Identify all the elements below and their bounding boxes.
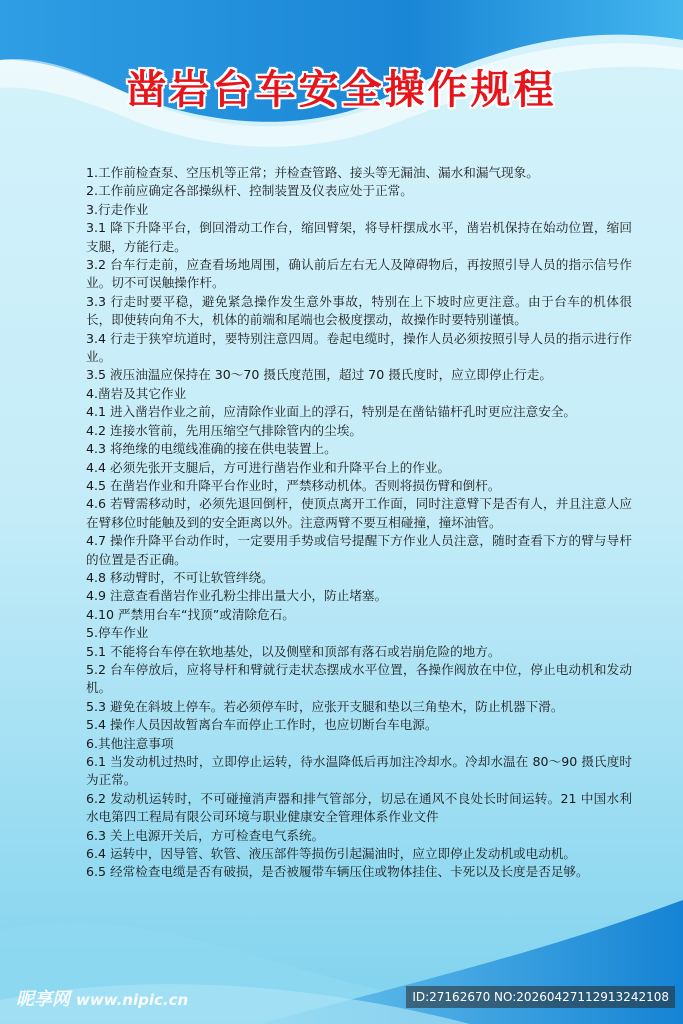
paragraph: 4.10 严禁用台车“找顶”或清除危石。 (86, 606, 295, 622)
regulation-body (86, 164, 632, 882)
paragraph: 6.2 发动机运转时，不可碰撞消声器和排气管部分，切忌在通风不良处长时间运转。21 中国水利水电第四工程局有限公司环境与职业健康安全管理体系作业文件 (86, 790, 632, 825)
paragraph: 3.5 液压油温应保持在 30～70 摄氏度范围，超过 70 摄氏度时，应立即停止行走。 (86, 367, 552, 383)
paragraph: 6.4 运转中，因导管、软管、液压部件等损伤引起漏油时，应立即停止发动机或电动机。 (86, 846, 577, 862)
paragraph: 3.1 降下升降平台，倒回滑动工作台，缩回臂架，将导杆摆成水平，凿岩机保持在始动位置，缩回支腿，方能行走。 (86, 220, 632, 254)
paragraph: 6.5 经常检查电缆是否有破损，是否被履带车辆压住或物体挂住、卡死以及长度是否足够。 (86, 864, 589, 880)
paragraph: 5.4 操作人员因故暂离台车而停止工作时，也应切断台车电源。 (86, 717, 438, 733)
paragraph: 3.3 行走时要平稳，避免紧急操作发生意外事故，特别在上下坡时应更注意。由于台车的机体很长，即使转向角不大，机体的前端和尾端也会极度摆动，故操作时要特别谨慎。 (86, 293, 632, 328)
paragraph: 4.6 若臂需移动时，必须先退回倒杆，使顶点离开工作面，同时注意臂下是否有人，并且注意人应在臂移位时能触及到的安全距离以外。注意两臂不要互相碰撞，撞坏油管。 (86, 496, 632, 530)
paragraph: 4.2 连接水管前，先用压缩空气排除管内的尘埃。 (86, 422, 362, 438)
watermark-logo (16, 985, 188, 1011)
paragraph: 5.3 避免在斜坡上停车。若必须停车时，应张开支腿和垫以三角垫木，防止机器下滑。 (86, 698, 564, 714)
paragraph: 6.1 当发动机过热时，立即停止运转，待水温降低后再加注冷却水。冷却水温在 80～90 摄氏度时为正常。 (86, 754, 632, 788)
watermark-site: www.nipic.cn (76, 991, 189, 1009)
paragraph: 4.9 注意查看凿岩作业孔粉尘排出量大小，防止堵塞。 (86, 588, 388, 604)
paragraph: 3.4 行走于狭窄坑道时，要特别注意四周。卷起电缆时，操作人员必须按照引导人员的指示进行作业。 (86, 330, 632, 365)
paragraph: 4.3 将绝缘的电缆线准确的接在供电装置上。 (86, 441, 337, 457)
paragraph: 4.凿岩及其它作业 (86, 385, 187, 401)
paragraph: 4.4 必须先张开支腿后，方可进行凿岩作业和升降平台上的作业。 (86, 459, 451, 475)
page-title: 凿岩台车安全操作规程 (126, 67, 557, 113)
paragraph: 4.8 移动臂时，不可让软管绊绕。 (86, 569, 274, 585)
paragraph: 5.停车作业 (86, 625, 149, 641)
paragraph: 1.工作前检查泵、空压机等正常；并检查管路、接头等无漏油、漏水和漏气现象。 (86, 165, 539, 180)
paragraph: 3.2 台车行走前，应查看场地周围，确认前后左右无人及障碍物后，再按照引导人员的指示信号作业。切不可误触操作杆。 (86, 257, 632, 291)
paragraph: 6.其他注意事项 (86, 735, 174, 751)
paragraph: 4.5 在凿岩作业和升降平台作业时，严禁移动机体。否则将损伤臂和倒杆。 (86, 477, 501, 493)
paragraph: 2.工作前应确定各部操纵杆、控制装置及仪表应处于正常。 (86, 183, 413, 199)
paragraph: 5.2 台车停放后，应将导杆和臂就行走状态摆成水平位置，各操作阀放在中位，停止电动机和发动机。 (86, 661, 632, 696)
watermark-id: ID:27162670 NO:20260427112913242108 (406, 986, 675, 1008)
paragraph: 4.1 进入凿岩作业之前，应清除作业面上的浮石，特别是在凿钻锚杆孔时更应注意安全。 (86, 404, 577, 420)
paragraph: 5.1 不能将台车停在软地基处，以及侧壁和顶部有落石或岩崩危险的地方。 (86, 643, 501, 659)
paragraph: 4.7 操作升降平台动作时，一定要用手势或信号提醒下方作业人员注意，随时查看下方的臂与导杆的位置是否正确。 (86, 533, 632, 567)
paragraph: 6.3 关上电源开关后，方可检查电气系统。 (86, 827, 325, 843)
watermark-logo-text: 昵享网 (16, 989, 70, 1010)
paragraph: 3.行走作业 (86, 201, 149, 217)
